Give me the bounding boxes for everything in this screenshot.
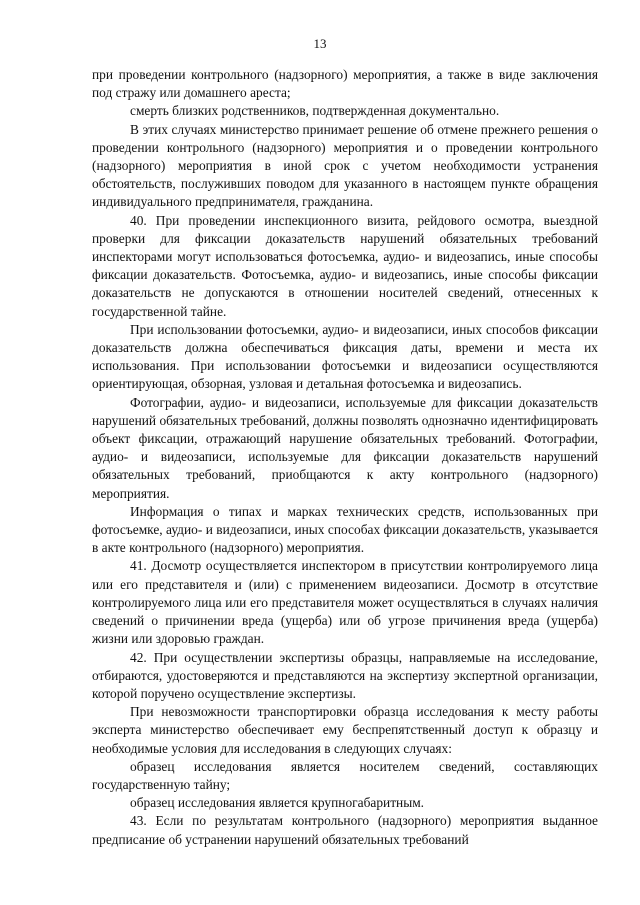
document-body [92, 66, 598, 849]
paragraph: При невозможности транспортировки образца исследования к месту работы эксперта министерство обеспечивает ему беспрепятственный доступ к образцу и необходимые условия для исследования в следующих случаях: [92, 704, 598, 756]
paragraph: При использовании фотосъемки, аудио- и видеозаписи, иных способов фиксации доказательств должна обеспечиваться фиксация даты, времени и места их использования. При использовании фотосъемки и видеозаписи осуществляются ориентирующая, обзорная, узловая и детальная фотосъемка и видеозапись. [92, 321, 598, 392]
paragraph-list-item: образец исследования является крупногабаритным. [130, 795, 425, 811]
paragraph: Информация о типах и марках технических средств, использованных при фотосъемке, аудио- и видеозаписи, иных способах фиксации доказательств, указывается в акте контрольного (надзорного) мероприятия. [92, 503, 598, 556]
paragraph-clause-40: 40. При проведении инспекционного визита, рейдового осмотра, выездной проверки для фиксации доказательств нарушений обязательных требований инспекторами могут использоваться фотосъемка, аудио- и видеозапись, иные способы фиксации доказательств. Фотосъемка, аудио- и видеозапись, иные способы фиксации доказательств не допускаются в отношении носителей сведений, отнесенных к государственной тайне. [92, 212, 598, 319]
paragraph: В этих случаях министерство принимает решение об отмене прежнего решения о проведении контрольного (надзорного) мероприятия и о проведении контрольного (надзорного) мероприятия в иной срок с учетом необходимости устранения обстоятельств, послуживших поводом для указанного в настоящем пункте обращения индивидуального предпринимателя, гражданина. [92, 121, 598, 210]
paragraph: Фотографии, аудио- и видеозаписи, используемые для фиксации доказательств нарушений обязательных требований, должны позволять однозначно идентифицировать объект фиксации, отражающий нарушение обязательных требований. Фотографии, аудио- и видеозаписи, используемые для фиксации доказательств нарушений обязательных требований, приобщаются к акту контрольного (надзорного) мероприятия. [92, 394, 598, 501]
paragraph-list-item: образец исследования является носителем сведений, составляющих государственную тайну; [92, 758, 598, 792]
paragraph-list-item: смерть близких родственников, подтвержденная документально. [130, 103, 500, 119]
paragraph-clause-43: 43. Если по результатам контрольного (надзорного) мероприятия выданное предписание об устранении нарушений обязательных требований [92, 813, 598, 847]
paragraph-continuation: при проведении контрольного (надзорного) мероприятия, а также в виде заключения под стражу или домашнего ареста; [92, 67, 598, 101]
paragraph-clause-42: 42. При осуществлении экспертизы образцы, направляемые на исследование, отбираются, удостоверяются и представляются на экспертизу экспертной организации, которой поручено осуществление экспертизы. [92, 649, 598, 701]
page-number: 13 [313, 36, 327, 51]
paragraph-clause-41: 41. Досмотр осуществляется инспектором в присутствии контролируемого лица или его представителя и (или) с применением видеозаписи. Досмотр в отсутствие контролируемого лица или его представителя может осуществляться в случаях наличия сведений о причинении вреда (ущерба) или об угрозе причинения вреда (ущерба) жизни или здоровью граждан. [92, 558, 598, 647]
